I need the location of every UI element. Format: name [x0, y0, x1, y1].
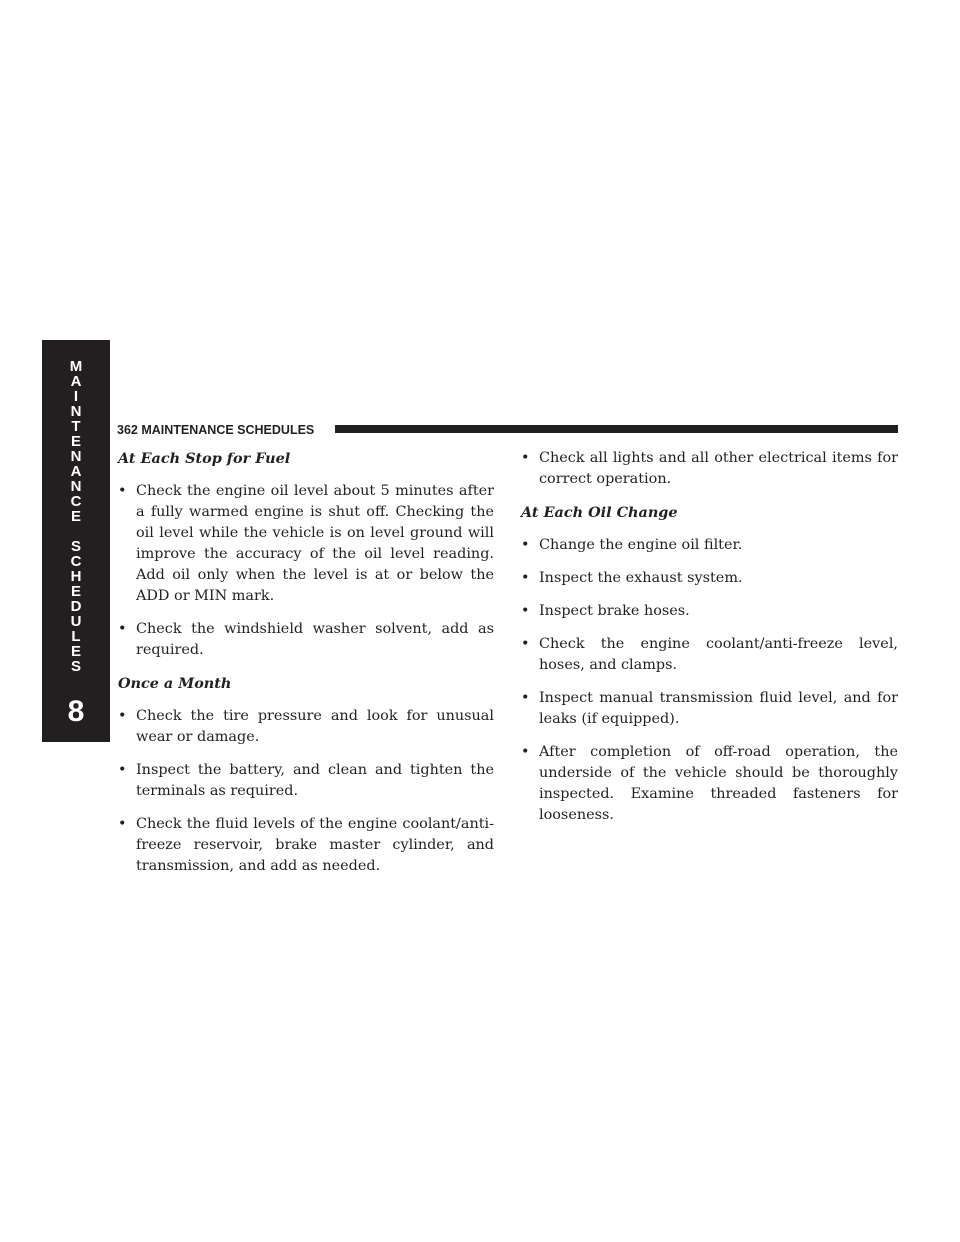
list-item-text: Check the engine coolant/anti-freeze level, hoses, and clamps. [539, 636, 898, 673]
list-item [521, 634, 898, 676]
bullet-icon: • [118, 816, 127, 832]
bullet-icon: • [118, 708, 127, 724]
list-item [118, 814, 494, 877]
bullet-icon: • [521, 570, 530, 586]
section-heading-oil-change: At Each Oil Change [521, 504, 678, 521]
list-item [118, 481, 494, 607]
list-item-text: Check the tire pressure and look for unusual wear or damage. [136, 708, 494, 745]
bullet-icon: • [118, 762, 127, 778]
right-column [521, 448, 898, 838]
list-item-text: Inspect the exhaust system. [539, 570, 743, 586]
chapter-side-tab [42, 340, 110, 742]
list-item [521, 688, 898, 730]
list-item [521, 535, 898, 556]
bullet-icon: • [521, 690, 530, 706]
list-item-text: Check the engine oil level about 5 minutes after a fully warmed engine is shut off. Checking the oil level while the vehicle is on level ground will improve the accuracy of the oil level reading. Add oil only when the level is at or below the ADD or MIN mark. [136, 483, 494, 604]
bullet-icon: • [521, 744, 530, 760]
list-item [118, 619, 494, 661]
list-item-text: After completion of off-road operation, the underside of the vehicle should be thoroughly inspected. Examine threaded fasteners for looseness. [539, 744, 898, 823]
list-item [521, 568, 898, 589]
bullet-icon: • [521, 636, 530, 652]
section-heading-fuel: At Each Stop for Fuel [118, 450, 291, 467]
list-item-text: Check the fluid levels of the engine coolant/anti-freeze reservoir, brake master cylinder, and transmission, and add as needed. [136, 816, 494, 874]
chapter-number: 8 [67, 695, 85, 728]
page-title: 362 MAINTENANCE SCHEDULES [117, 422, 320, 438]
list-item-text: Check all lights and all other electrical items for correct operation. [539, 450, 898, 487]
list-item-text: Check the windshield washer solvent, add as required. [136, 621, 494, 658]
header-rule [335, 425, 898, 433]
chapter-side-tab-label: M A I N T E N A N C E S C H E D U L E S [69, 358, 83, 675]
list-item-text: Inspect the battery, and clean and tighten the terminals as required. [136, 762, 494, 799]
list-item [521, 448, 898, 490]
bullet-icon: • [118, 483, 127, 499]
list-item-text: Inspect manual transmission fluid level, and for leaks (if equipped). [539, 690, 898, 727]
list-item [521, 742, 898, 826]
list-item [521, 601, 898, 622]
bullet-icon: • [521, 603, 530, 619]
bullet-icon: • [521, 450, 530, 466]
bullet-icon: • [118, 621, 127, 637]
list-item [118, 706, 494, 748]
list-item-text: Change the engine oil filter. [539, 537, 743, 553]
list-item-text: Inspect brake hoses. [539, 603, 690, 619]
bullet-icon: • [521, 537, 530, 553]
left-column [118, 448, 494, 889]
page-header [117, 422, 898, 438]
section-heading-month: Once a Month [118, 675, 232, 692]
list-item [118, 760, 494, 802]
